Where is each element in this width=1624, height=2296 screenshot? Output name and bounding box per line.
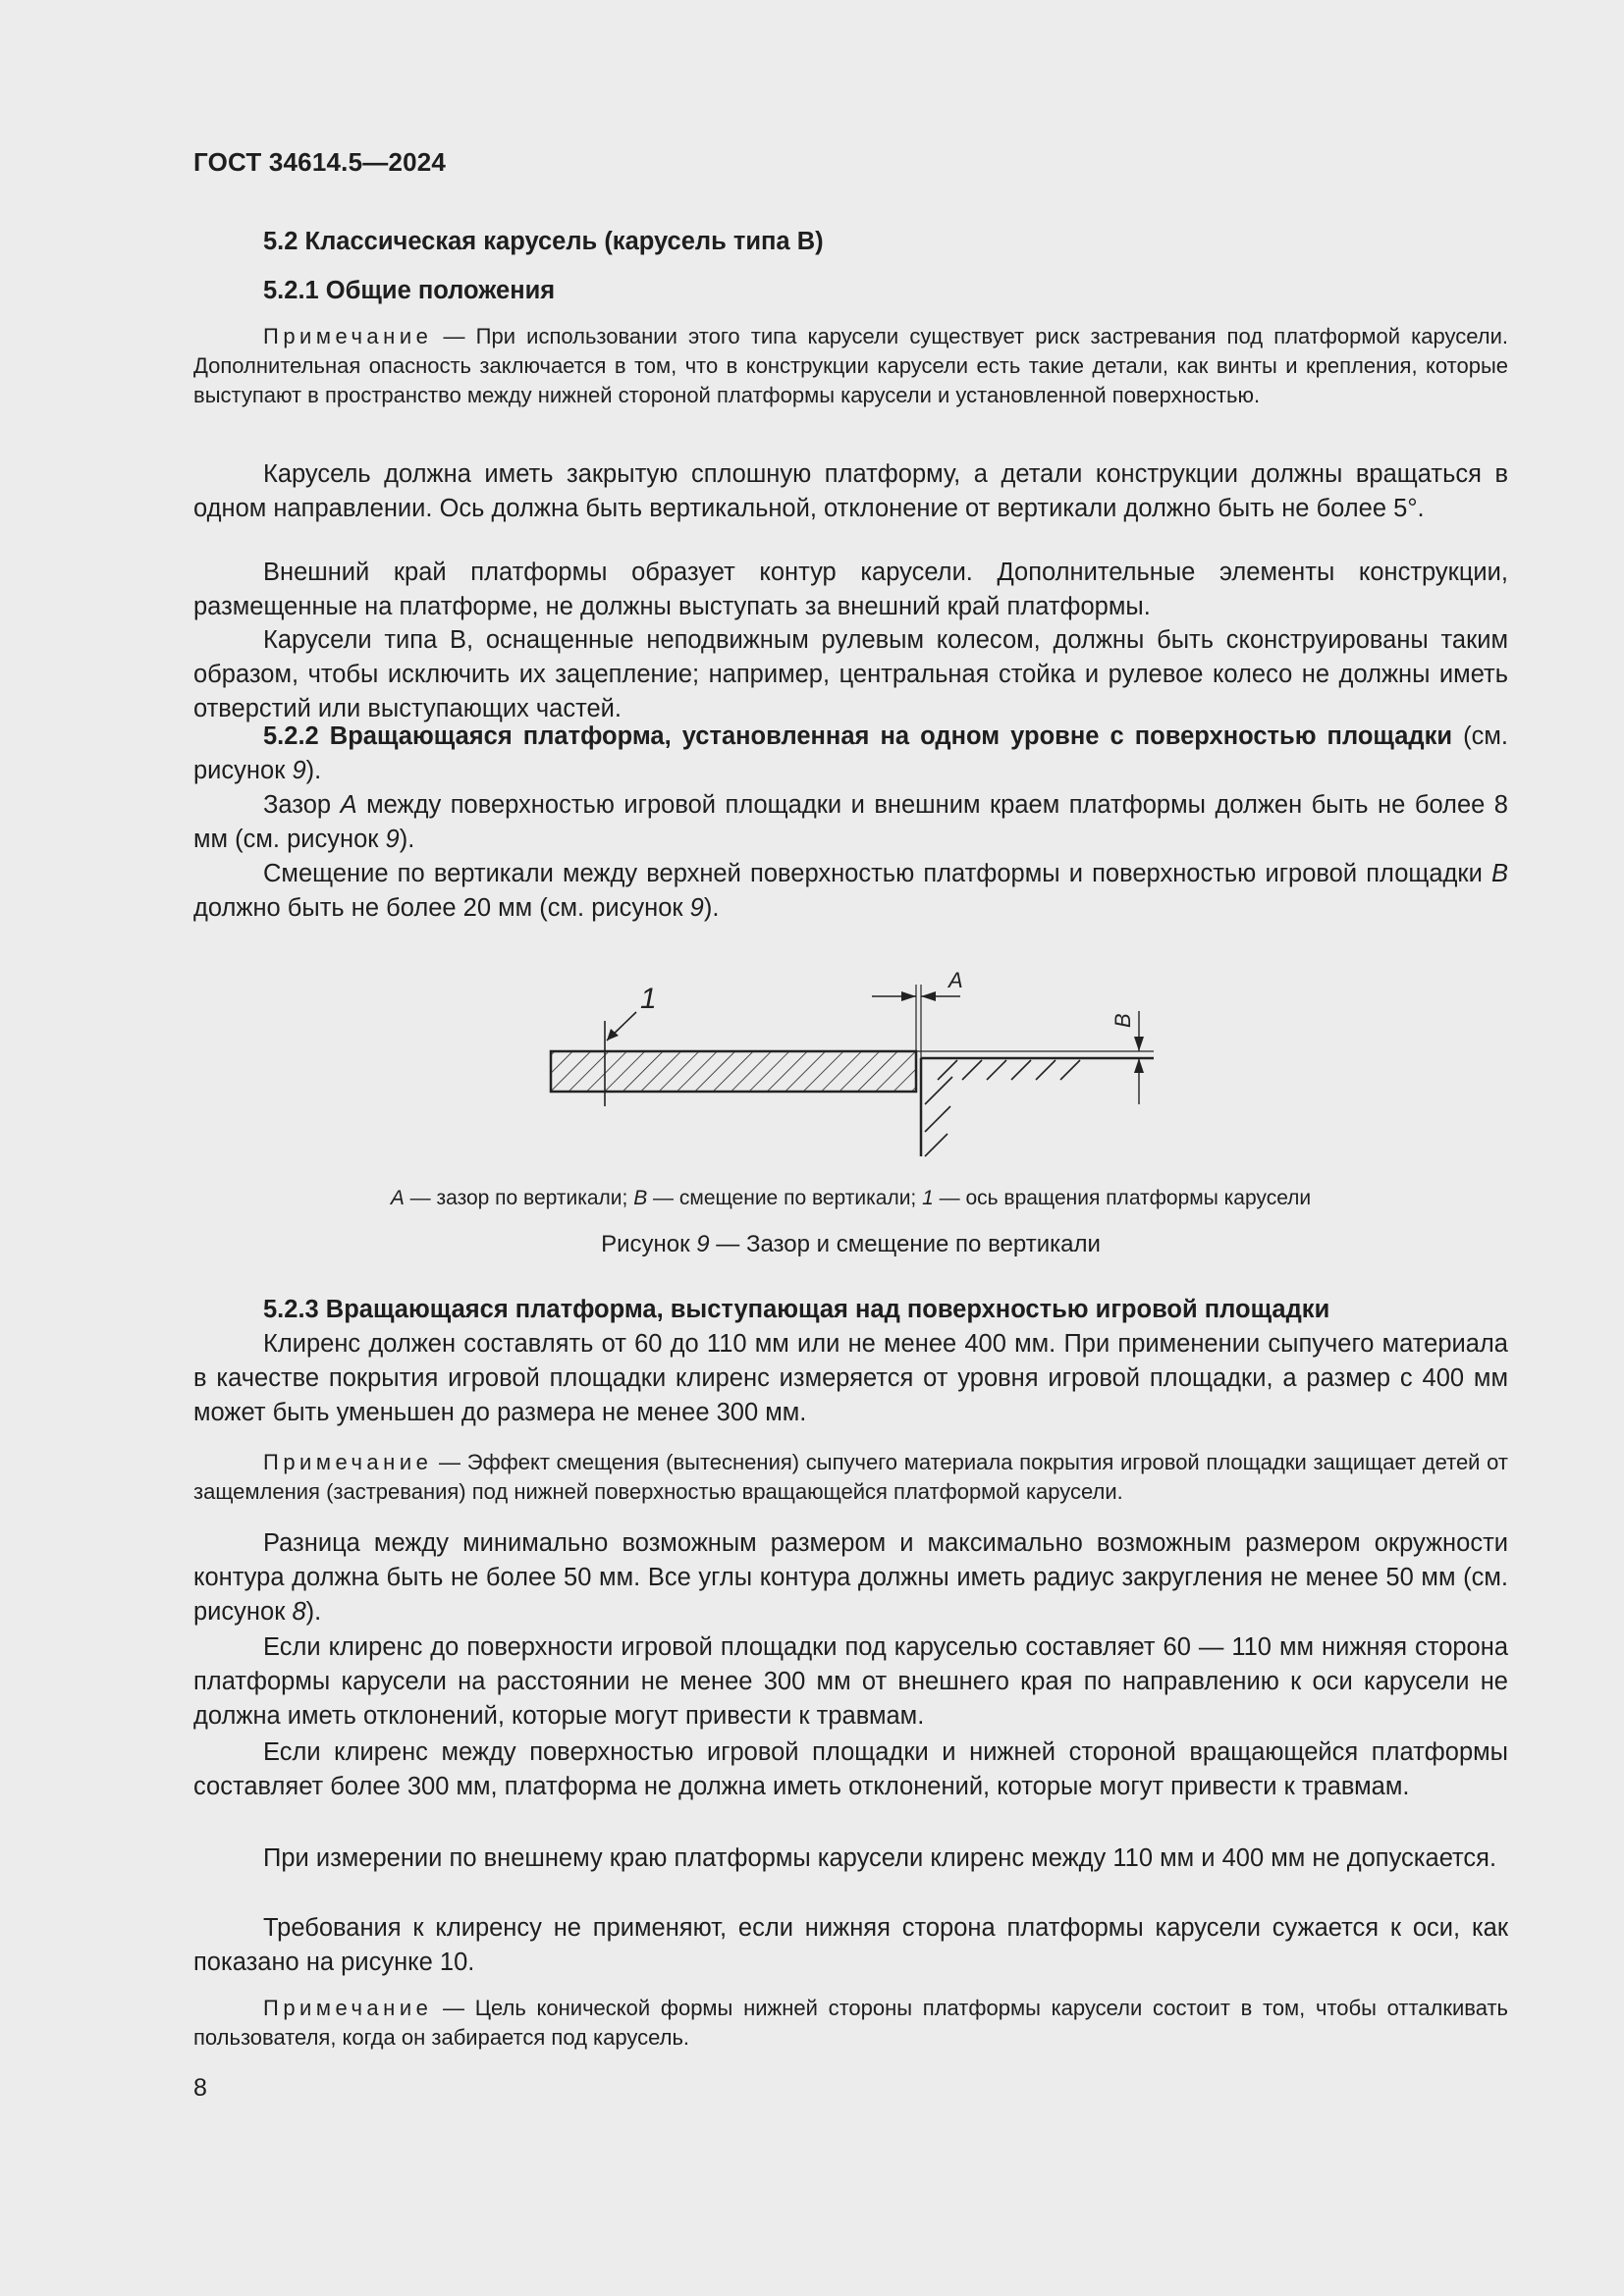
- dim-a-arrow-left: [901, 991, 916, 1001]
- dim-a-arrow-right: [921, 991, 936, 1001]
- dim-b-arrow-top: [1134, 1037, 1144, 1051]
- note-5-2-1: [193, 322, 1508, 410]
- section-5-2-heading: 5.2 Классическая карусель (карусель типа В): [263, 228, 824, 255]
- note-5-2-3: [193, 1448, 1508, 1507]
- note-label: Примечание: [263, 1996, 433, 2020]
- ground-hatching: [925, 1060, 1080, 1156]
- note-text: — Цель конической формы нижней стороны платформы карусели состоит в том, чтобы отталкивать пользователя, когда он забирается под карусель.: [193, 1996, 1508, 2050]
- label-1: 1: [640, 983, 657, 1015]
- dim-b-arrow-bottom: [1134, 1058, 1144, 1073]
- paragraph: При измерении по внешнему краю платформы карусели клиренс между 110 мм и 400 мм не допускается.: [263, 1844, 1497, 1872]
- page-number: 8: [193, 2074, 207, 2102]
- paragraph: Зазор A между поверхностью игровой площадки и внешним краем платформы должен быть не более 8 мм (см. рисунок 9).: [193, 791, 1508, 853]
- note-text: — При использовании этого типа карусели существует риск застревания под платформой карусели. Дополнительная опасность заключается в том, что в конструкции карусели есть такие детали, как винты и крепления, которые выступают в пространство между нижней стороной платформы карусели и установленной поверхностью.: [193, 324, 1508, 407]
- section-5-2-1-heading: 5.2.1 Общие положения: [263, 277, 556, 304]
- paragraph: Внешний край платформы образует контур карусели. Дополнительные элементы конструкции, размещенные на платформе, не должны выступать за внешний край платформы.: [193, 559, 1508, 620]
- paragraph: Смещение по вертикали между верхней поверхностью платформы и поверхностью игровой площадки B должно быть не более 20 мм (см. рисунок 9).: [193, 860, 1508, 922]
- paragraph: Требования к клиренсу не применяют, если нижняя сторона платформы карусели сужается к оси, как показано на рисунке 10.: [193, 1914, 1508, 1976]
- note-text: — Эффект смещения (вытеснения) сыпучего материала покрытия игровой площадки защищает детей от защемления (застревания) под нижней поверхностью вращающейся платформой карусели.: [193, 1450, 1508, 1504]
- section-5-2-3-heading: 5.2.3 Вращающаяся платформа, выступающая над поверхностью игровой площадки: [263, 1296, 1330, 1323]
- paragraph: Карусель должна иметь закрытую сплошную платформу, а детали конструкции должны вращаться в одном направлении. Ось должна быть вертикальной, отклонение от вертикали должно быть не более 5°.: [193, 460, 1508, 522]
- label-a: A: [948, 968, 963, 992]
- figure-9-legend: A — зазор по вертикали; B — смещение по вертикали; 1 — ось вращения платформы карусели: [390, 1187, 1312, 1209]
- paragraph: Карусели типа В, оснащенные неподвижным рулевым колесом, должны быть сконструированы таким образом, чтобы исключить их зацепление; например, центральная стойка и рулевое колесо не должны иметь отверстий или выступающих частей.: [193, 626, 1508, 722]
- document-id: ГОСТ 34614.5—2024: [193, 147, 447, 177]
- note-5-2-3-second: [193, 1994, 1508, 2053]
- paragraph: Разница между минимально возможным размером и максимально возможным размером окружности контура должна быть не более 50 мм. Все углы контура должны иметь радиус закругления не менее 50 мм (см. рисунок 8).: [193, 1529, 1508, 1626]
- note-label: Примечание: [263, 324, 433, 348]
- paragraph: Если клиренс до поверхности игровой площадки под каруселью составляет 60 — 110 мм нижняя сторона платформы карусели на расстоянии не менее 300 мм от внешнего края по направлению к оси карусели не должна иметь отклонений, которые могут привести к травмам.: [193, 1633, 1508, 1730]
- section-5-2-2-heading: 5.2.2 Вращающаяся платформа, установленная на одном уровне с поверхностью площадки (см. рисунок 9).: [193, 722, 1508, 784]
- heading-text: 5.2.2 Вращающаяся платформа, установленная на одном уровне с поверхностью площадки: [263, 722, 1453, 750]
- figure-9-diagram: [530, 967, 1159, 1168]
- paragraph: Если клиренс между поверхностью игровой площадки и нижней стороной вращающейся платформы составляет более 300 мм, платформа не должна иметь отклонений, которые могут привести к травмам.: [193, 1738, 1508, 1800]
- paragraph: Клиренс должен составлять от 60 до 110 мм или не менее 400 мм. При применении сыпучего материала в качестве покрытия игровой площадки клиренс измеряется от уровня игровой площадки, а размер с 400 мм может быть уменьшен до размера не менее 300 мм.: [193, 1330, 1508, 1426]
- note-label: Примечание: [263, 1450, 433, 1474]
- figure-9-caption: Рисунок 9 — Зазор и смещение по вертикали: [601, 1231, 1101, 1257]
- label-b: B: [1110, 1013, 1135, 1028]
